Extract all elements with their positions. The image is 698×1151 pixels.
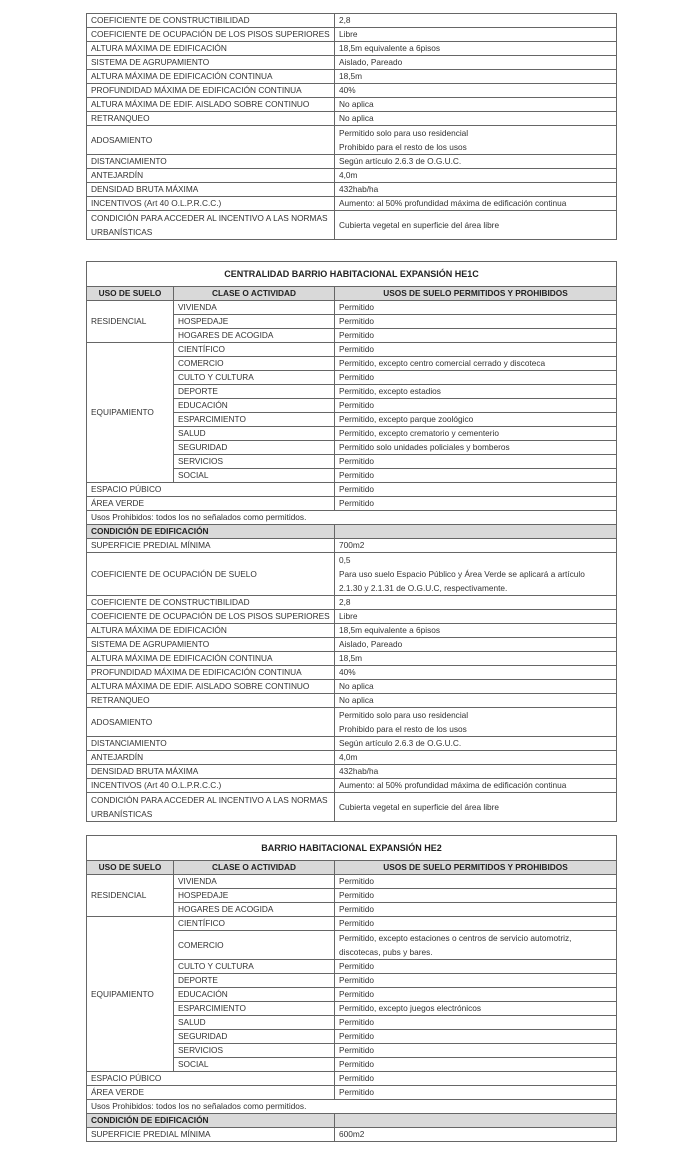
zone-table-he2 <box>86 835 617 1142</box>
condition-label: ANTEJARDÍN <box>87 169 335 183</box>
use-status: Permitido <box>335 1044 617 1058</box>
condition-label: DISTANCIAMIENTO <box>87 155 335 169</box>
table-title: BARRIO HABITACIONAL EXPANSIÓN HE2 <box>87 836 617 861</box>
table-row <box>87 112 617 126</box>
use-status: Permitido, excepto crematorio y cementerio <box>335 427 617 441</box>
table-row <box>87 169 617 183</box>
table-row <box>87 875 617 889</box>
table-row <box>87 680 617 694</box>
activity-class: COMERCIO <box>174 931 335 960</box>
use-status: Permitido <box>335 917 617 931</box>
condition-value: 2,8 <box>335 14 617 28</box>
activity-class: SERVICIOS <box>174 1044 335 1058</box>
activity-class: VIVIENDA <box>174 875 335 889</box>
condition-label: INCENTIVOS (Art 40 O.L.P.R.C.C.) <box>87 197 335 211</box>
land-use: RESIDENCIAL <box>87 301 174 343</box>
condition-value <box>335 126 617 155</box>
table-row <box>87 694 617 708</box>
activity-class: CIENTÍFICO <box>174 343 335 357</box>
condition-label: ALTURA MÁXIMA DE EDIFICACIÓN CONTINUA <box>87 70 335 84</box>
condition-label: RETRANQUEO <box>87 112 335 126</box>
value-line: 0,5 <box>339 555 351 565</box>
condition-label: CONDICIÓN PARA ACCEDER AL INCENTIVO A LAS NORMAS URBANÍSTICAS <box>87 211 335 240</box>
activity-class: SOCIAL <box>174 1058 335 1072</box>
activity-class: COMERCIO <box>174 357 335 371</box>
condition-value: No aplica <box>335 694 617 708</box>
use-status: Permitido <box>335 1086 617 1100</box>
note-row <box>87 511 617 525</box>
condition-header-row <box>87 525 617 539</box>
activity-class: CULTO Y CULTURA <box>174 371 335 385</box>
table-row <box>87 917 617 931</box>
condition-value: Libre <box>335 610 617 624</box>
condition-header: CONDICIÓN DE EDIFICACIÓN <box>87 1114 335 1128</box>
condition-value: 40% <box>335 84 617 98</box>
use-status: Permitido, excepto estadios <box>335 385 617 399</box>
column-header: CLASE O ACTIVIDAD <box>174 287 335 301</box>
condition-label: COEFICIENTE DE CONSTRUCTIBILIDAD <box>87 596 335 610</box>
condition-value: 600m2 <box>335 1128 617 1142</box>
value-line: Permitido solo para uso residencial <box>339 128 469 138</box>
table-row <box>87 596 617 610</box>
table-row <box>87 70 617 84</box>
use-status: Permitido <box>335 988 617 1002</box>
condition-value <box>335 708 617 737</box>
table-row <box>87 737 617 751</box>
condition-label: COEFICIENTE DE OCUPACIÓN DE LOS PISOS SUPERIORES <box>87 610 335 624</box>
activity-class: SALUD <box>174 1016 335 1030</box>
condition-label: ALTURA MÁXIMA DE EDIFICACIÓN <box>87 624 335 638</box>
table-row <box>87 751 617 765</box>
use-status <box>335 931 617 960</box>
use-status: Permitido solo unidades policiales y bomberos <box>335 441 617 455</box>
table-row <box>87 56 617 70</box>
activity-class: EDUCACIÓN <box>174 988 335 1002</box>
condition-label: PROFUNDIDAD MÁXIMA DE EDIFICACIÓN CONTINUA <box>87 84 335 98</box>
column-header: USO DE SUELO <box>87 287 174 301</box>
table-row <box>87 779 617 793</box>
table-row <box>87 793 617 822</box>
use-status: Permitido <box>335 1072 617 1086</box>
table-row <box>87 183 617 197</box>
condition-value: 432hab/ha <box>335 765 617 779</box>
condition-value: Aislado, Pareado <box>335 638 617 652</box>
table-row <box>87 98 617 112</box>
table-row <box>87 197 617 211</box>
condition-value: 18,5m equivalente a 6pisos <box>335 42 617 56</box>
use-status: Permitido <box>335 1016 617 1030</box>
activity-class: SEGURIDAD <box>174 1030 335 1044</box>
condition-value: Aumento: al 50% profundidad máxima de edificación continua <box>335 197 617 211</box>
condition-value: 18,5m <box>335 70 617 84</box>
condition-value: Según artículo 2.6.3 de O.G.U.C. <box>335 155 617 169</box>
table-row <box>87 1128 617 1142</box>
condition-label: ALTURA MÁXIMA DE EDIF. AISLADO SOBRE CONTINUO <box>87 680 335 694</box>
table-title-row <box>87 836 617 861</box>
condition-label: ALTURA MÁXIMA DE EDIFICACIÓN CONTINUA <box>87 652 335 666</box>
land-use: RESIDENCIAL <box>87 875 174 917</box>
condition-label: CONDICIÓN PARA ACCEDER AL INCENTIVO A LAS NORMAS URBANÍSTICAS <box>87 793 335 822</box>
use-status: Permitido, excepto parque zoológico <box>335 413 617 427</box>
condition-label: SUPERFICIE PREDIAL MÍNIMA <box>87 539 335 553</box>
use-status: Permitido <box>335 315 617 329</box>
activity-class: CIENTÍFICO <box>174 917 335 931</box>
table-row <box>87 42 617 56</box>
table-row <box>87 539 617 553</box>
use-status: Permitido <box>335 974 617 988</box>
condition-value: 18,5m <box>335 652 617 666</box>
condition-label: COEFICIENTE DE OCUPACIÓN DE SUELO <box>87 553 335 596</box>
condition-value: No aplica <box>335 98 617 112</box>
condition-label: ADOSAMIENTO <box>87 126 335 155</box>
use-status: Permitido <box>335 903 617 917</box>
table-row <box>87 155 617 169</box>
use-status: Permitido <box>335 371 617 385</box>
table-row <box>87 708 617 737</box>
condition-label: SUPERFICIE PREDIAL MÍNIMA <box>87 1128 335 1142</box>
condition-label: SISTEMA DE AGRUPAMIENTO <box>87 638 335 652</box>
condition-label: DENSIDAD BRUTA MÁXIMA <box>87 765 335 779</box>
table-row <box>87 610 617 624</box>
table-row <box>87 343 617 357</box>
use-status: Permitido <box>335 960 617 974</box>
table-title: CENTRALIDAD BARRIO HABITACIONAL EXPANSIÓN HE1C <box>87 262 617 287</box>
condition-label: RETRANQUEO <box>87 694 335 708</box>
condition-value: Según artículo 2.6.3 de O.G.U.C. <box>335 737 617 751</box>
activity-class: SERVICIOS <box>174 455 335 469</box>
activity-class: HOSPEDAJE <box>174 315 335 329</box>
land-use: ÁREA VERDE <box>87 497 335 511</box>
use-status: Permitido <box>335 483 617 497</box>
condition-header: CONDICIÓN DE EDIFICACIÓN <box>87 525 335 539</box>
table-row <box>87 14 617 28</box>
value-line: Prohibido para el resto de los usos <box>339 142 467 152</box>
activity-class: HOGARES DE ACOGIDA <box>174 903 335 917</box>
condition-value: Cubierta vegetal en superficie del área libre <box>335 793 617 822</box>
activity-class: VIVIENDA <box>174 301 335 315</box>
condition-value: 4,0m <box>335 751 617 765</box>
use-status: Permitido, excepto juegos electrónicos <box>335 1002 617 1016</box>
use-status: Permitido <box>335 889 617 903</box>
use-status: Permitido <box>335 301 617 315</box>
use-status: Permitido <box>335 875 617 889</box>
condition-value: Libre <box>335 28 617 42</box>
condition-value: Aislado, Pareado <box>335 56 617 70</box>
value-line: Permitido, excepto estaciones o centros de servicio automotriz, <box>339 933 572 943</box>
column-header: CLASE O ACTIVIDAD <box>174 861 335 875</box>
condition-header-blank <box>335 525 617 539</box>
table-title-row <box>87 262 617 287</box>
use-status: Permitido <box>335 399 617 413</box>
use-status: Permitido <box>335 497 617 511</box>
condition-value: Aumento: al 50% profundidad máxima de edificación continua <box>335 779 617 793</box>
condition-value: 40% <box>335 666 617 680</box>
use-status: Permitido <box>335 1058 617 1072</box>
activity-class: DEPORTE <box>174 385 335 399</box>
land-use: ESPACIO PÚBICO <box>87 1072 335 1086</box>
condition-value: No aplica <box>335 112 617 126</box>
table-row <box>87 84 617 98</box>
column-header: USOS DE SUELO PERMITIDOS Y PROHIBIDOS <box>335 861 617 875</box>
header-row <box>87 287 617 301</box>
use-status: Permitido <box>335 469 617 483</box>
note-row <box>87 1100 617 1114</box>
activity-class: CULTO Y CULTURA <box>174 960 335 974</box>
land-use: EQUIPAMIENTO <box>87 917 174 1072</box>
condition-label: ANTEJARDÍN <box>87 751 335 765</box>
condition-value: No aplica <box>335 680 617 694</box>
prohibited-uses-note: Usos Prohibidos: todos los no señalados como permitidos. <box>87 511 617 525</box>
table-row <box>87 28 617 42</box>
condition-value: Cubierta vegetal en superficie del área libre <box>335 211 617 240</box>
value-line: discotecas, pubs y bares. <box>339 947 433 957</box>
condition-label: DISTANCIAMIENTO <box>87 737 335 751</box>
table-row <box>87 666 617 680</box>
condition-value: 4,0m <box>335 169 617 183</box>
table-row <box>87 624 617 638</box>
activity-class: HOSPEDAJE <box>174 889 335 903</box>
activity-class: HOGARES DE ACOGIDA <box>174 329 335 343</box>
value-line: 2.1.30 y 2.1.31 de O.G.U.C, respectivamente. <box>339 583 508 593</box>
condition-label: SISTEMA DE AGRUPAMIENTO <box>87 56 335 70</box>
table-row <box>87 1072 617 1086</box>
use-status: Permitido <box>335 329 617 343</box>
use-status: Permitido, excepto centro comercial cerrado y discoteca <box>335 357 617 371</box>
land-use: ESPACIO PÚBICO <box>87 483 335 497</box>
condition-label: ALTURA MÁXIMA DE EDIF. AISLADO SOBRE CONTINUO <box>87 98 335 112</box>
table-row <box>87 483 617 497</box>
condition-header-blank <box>335 1114 617 1128</box>
condition-label: COEFICIENTE DE OCUPACIÓN DE LOS PISOS SUPERIORES <box>87 28 335 42</box>
activity-class: SEGURIDAD <box>174 441 335 455</box>
table-row <box>87 126 617 155</box>
building-conditions-table-continued <box>86 13 617 240</box>
land-use: EQUIPAMIENTO <box>87 343 174 483</box>
condition-label: DENSIDAD BRUTA MÁXIMA <box>87 183 335 197</box>
condition-value <box>335 553 617 596</box>
activity-class: ESPARCIMIENTO <box>174 413 335 427</box>
condition-value: 432hab/ha <box>335 183 617 197</box>
zone-table-he1c <box>86 261 617 822</box>
condition-header-row <box>87 1114 617 1128</box>
table-row <box>87 765 617 779</box>
condition-value: 700m2 <box>335 539 617 553</box>
condition-label: PROFUNDIDAD MÁXIMA DE EDIFICACIÓN CONTINUA <box>87 666 335 680</box>
activity-class: SOCIAL <box>174 469 335 483</box>
table-row <box>87 497 617 511</box>
condition-label: COEFICIENTE DE CONSTRUCTIBILIDAD <box>87 14 335 28</box>
column-header: USO DE SUELO <box>87 861 174 875</box>
use-status: Permitido <box>335 343 617 357</box>
condition-value: 18,5m equivalente a 6pisos <box>335 624 617 638</box>
activity-class: DEPORTE <box>174 974 335 988</box>
value-line: Para uso suelo Espacio Público y Área Verde se aplicará a artículo <box>339 569 585 579</box>
use-status: Permitido <box>335 455 617 469</box>
value-line: Permitido solo para uso residencial <box>339 710 469 720</box>
table-row <box>87 211 617 240</box>
condition-label: ADOSAMIENTO <box>87 708 335 737</box>
condition-label: ALTURA MÁXIMA DE EDIFICACIÓN <box>87 42 335 56</box>
condition-value: 2,8 <box>335 596 617 610</box>
condition-label: INCENTIVOS (Art 40 O.L.P.R.C.C.) <box>87 779 335 793</box>
activity-class: EDUCACIÓN <box>174 399 335 413</box>
prohibited-uses-note: Usos Prohibidos: todos los no señalados como permitidos. <box>87 1100 617 1114</box>
table-row <box>87 1086 617 1100</box>
table-row <box>87 652 617 666</box>
column-header: USOS DE SUELO PERMITIDOS Y PROHIBIDOS <box>335 287 617 301</box>
table-row <box>87 553 617 596</box>
land-use: ÁREA VERDE <box>87 1086 335 1100</box>
table-row <box>87 301 617 315</box>
value-line: Prohibido para el resto de los usos <box>339 724 467 734</box>
activity-class: ESPARCIMIENTO <box>174 1002 335 1016</box>
table-row <box>87 638 617 652</box>
use-status: Permitido <box>335 1030 617 1044</box>
header-row <box>87 861 617 875</box>
activity-class: SALUD <box>174 427 335 441</box>
